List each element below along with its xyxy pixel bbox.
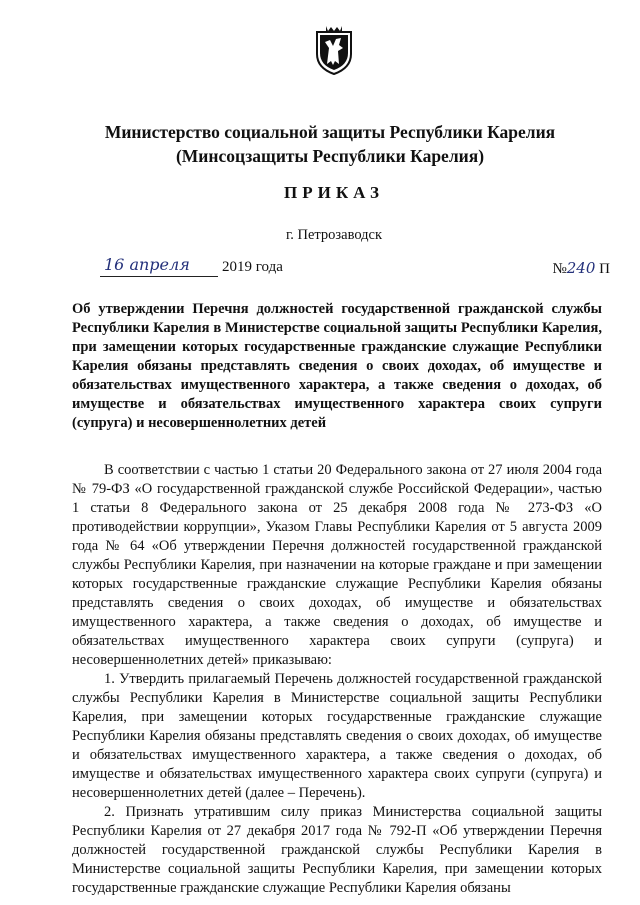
order-body (72, 461, 602, 898)
ministry-name-line2: (Минсоцзащиты Республики Карелия) (175, 146, 485, 166)
document-type-heading: ПРИКАЗ (284, 183, 384, 202)
handwritten-date: 16 апреля (104, 255, 190, 274)
date-year: 2019 года (222, 259, 283, 275)
city-name: г. Петрозаводск (285, 227, 383, 243)
order-number-suffix: П (599, 261, 610, 277)
ministry-name-line1: Министерство социальной защиты Республики Карелия (104, 122, 556, 142)
date-underline (100, 276, 218, 277)
date-number-row (100, 255, 610, 281)
coat-of-arms-icon (314, 24, 354, 76)
item-1-paragraph: 1. Утвердить прилагаемый Перечень должностей государственной гражданской службы Республики Карелия в Министерстве социальной защиты Республики Карелия, при замещении которых государственные гражданские служащие Республики Карелия обязаны представлять сведения о своих доходах, об имуществе и обязательствах имущественного характера, а также сведения о доходах, об имуществе и обязательствах имущественного характера своих супруги (супруга) и несовершеннолетних детей (далее – Перечень). (72, 671, 602, 801)
ministry-name (60, 120, 600, 168)
order-title: Об утверждении Перечня должностей государственной гражданской службы Республики Карелия в Министерстве социальной защиты Республики Карелия, при замещении которых государственные гражданские служащие Республики Карелия обязаны представлять сведения о своих доходах, об имуществе и обязательствах имущественного характера, а также сведения о доходах, об имуществе и обязательствах имущественного характера своих супруги (супруга) и несовершеннолетних детей (72, 301, 602, 431)
preamble-paragraph: В соответствии с частью 1 статьи 20 Федерального закона от 27 июля 2004 года № 79-ФЗ «О государственной гражданской службе Российской Федерации», частью 1 статьи 8 Федерального закона от 25 декабря 2008 года № 273-ФЗ «О противодействии коррупции», Указом Главы Республики Карелия от 5 августа 2009 года № 64 «Об утверждении Перечня должностей государственной гражданской службы Республики Карелия, при назначении на которые граждане и при замещении которых государственные гражданские служащие Республики Карелия обязаны представлять сведения о своих доходах, об имуществе и обязательствах имущественного характера, а также сведения о доходах, об имуществе и обязательствах имущественного характера своих супруги (супруга) и несовершеннолетних детей» приказываю: (72, 462, 602, 668)
order-number-handwritten: 240 (566, 259, 596, 277)
item-2-paragraph: 2. Признать утратившим силу приказ Министерства социальной защиты Республики Карелия от 27 декабря 2017 года № 792-П «Об утверждении Перечня должностей государственной гражданской службы Республики Карелия в Министерстве социальной защиты Республики Карелия, при замещении которых государственные гражданские служащие Республики Карелия обязаны (72, 804, 602, 896)
order-number-prefix: № (552, 261, 567, 277)
order-number (552, 259, 610, 278)
